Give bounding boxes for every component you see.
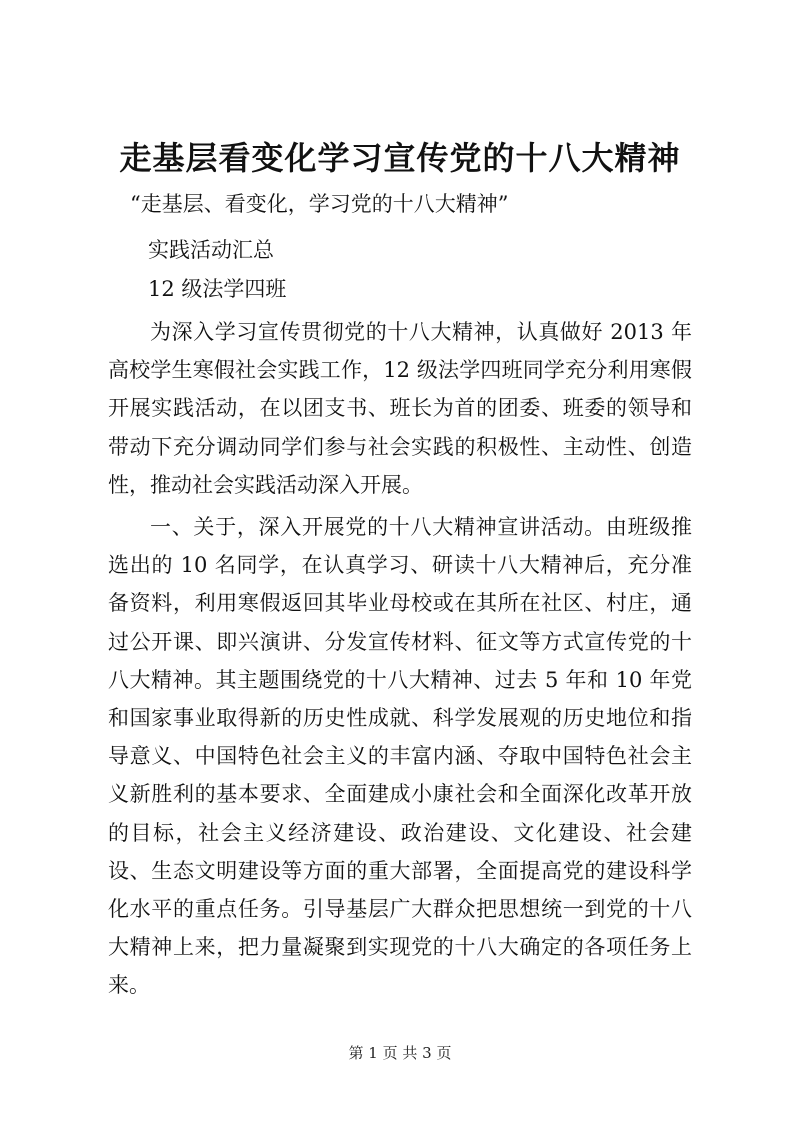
document-subtitle: “走基层、看变化，学习党的十八大精神” bbox=[130, 192, 509, 216]
paragraph-section-one: 一、关于，深入开展党的十八大精神宣讲活动。由班级推选出的 10 名同学，在认真学习、研读十八大精神后，充分准备资料，利用寒假返回其毕业母校或在其所在社区、村庄，通过公开课、即兴演讲、分发宣传材料、征文等方式宣传党的十八大精神。其主题围绕党的十八大精神、过去 5 年和 10 年党和国家事业取得新的历史性成就、科学发展观的历史地位和指导意义、中国特色社会主义的丰富内涵、夺取中国特色社会主义新胜利的基本要求、全面建成小康社会和全面深化改革开放的目标，社会主义经济建设、政治建设、文化建设、社会建设、生态文明建设等方面的重大部署，全面提高党的建设科学化水平的重点任务。引导基层广大群众把思想统一到党的十八大精神上来，把力量凝聚到实现党的十八大确定的各项任务上来。 bbox=[108, 515, 692, 998]
page-footer: 第 1 页 共 3 页 bbox=[348, 1044, 452, 1062]
document-title: 走基层看变化学习宣传党的十八大精神 bbox=[119, 139, 681, 177]
class-name: 12 级法学四班 bbox=[148, 277, 287, 301]
summary-label: 实践活动汇总 bbox=[148, 238, 274, 262]
paragraph-intro: 为深入学习宣传贯彻党的十八大精神，认真做好 2013 年高校学生寒假社会实践工作，12 级法学四班同学充分利用寒假开展实践活动，在以团支书、班长为首的团委、班委的领导和带动下充分调动同学们参与社会实践的积极性、主动性、创造性，推动社会实践活动深入开展。 bbox=[108, 320, 692, 497]
